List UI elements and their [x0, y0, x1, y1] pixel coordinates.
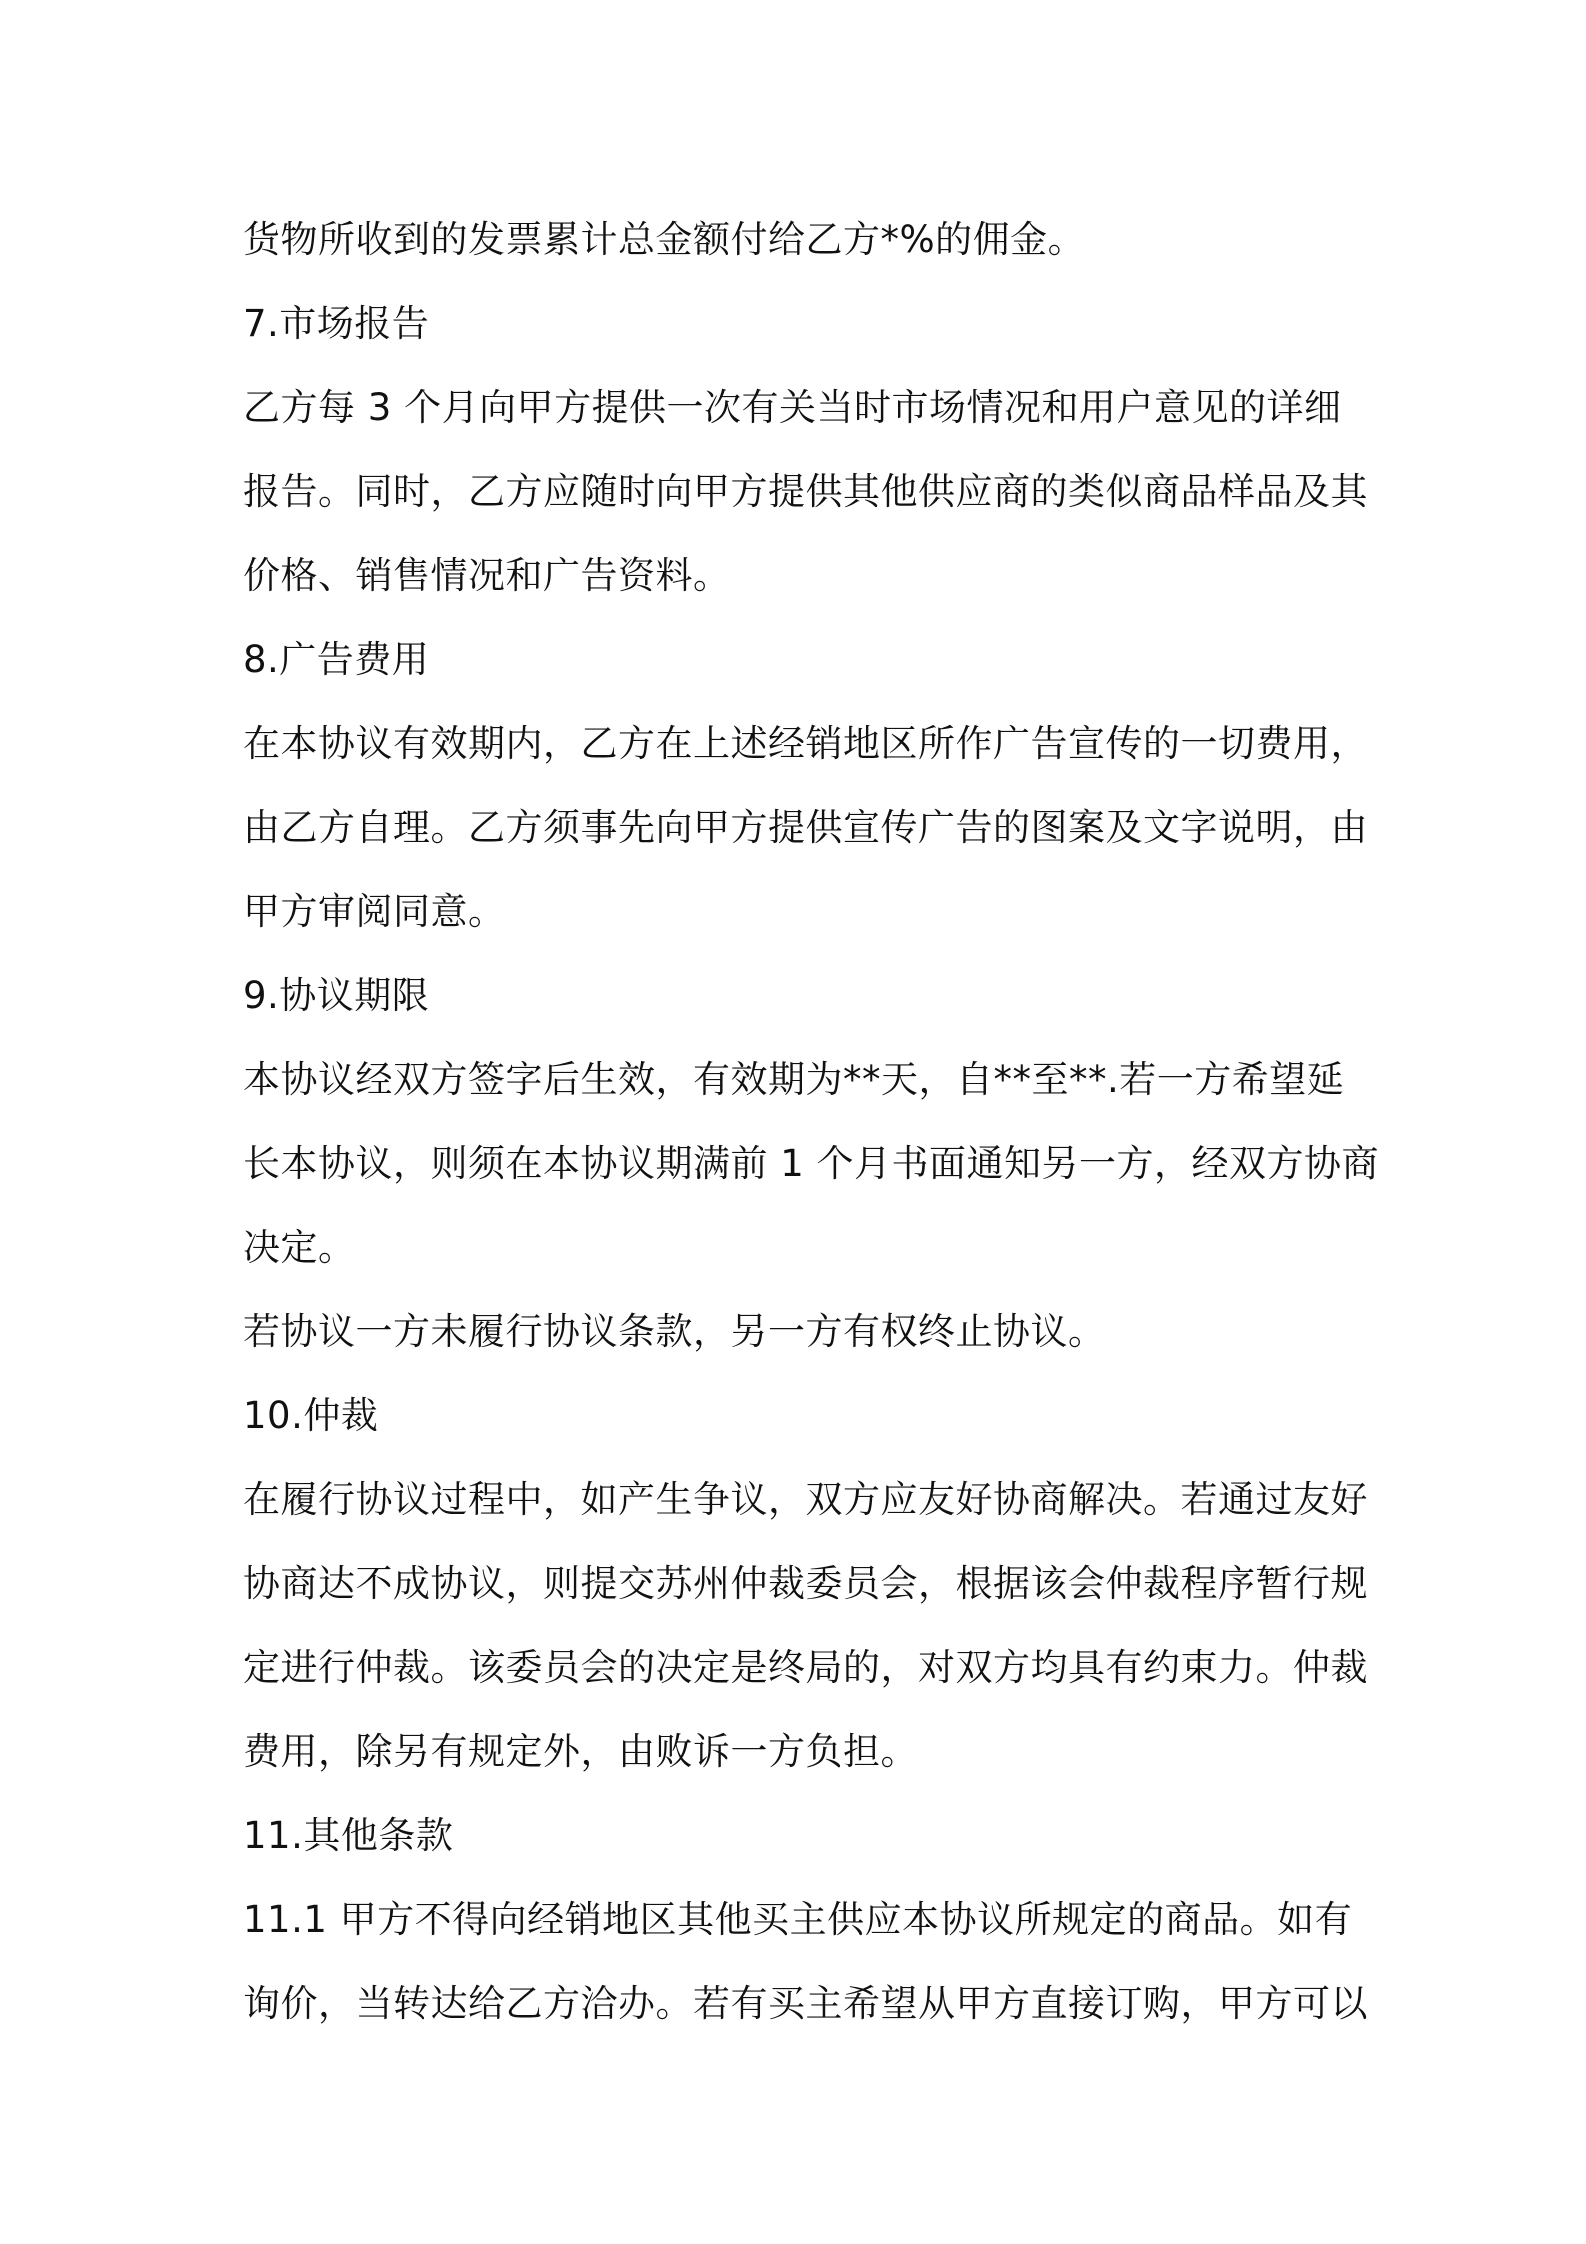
section-heading-agreement-term: 9.协议期限	[243, 974, 430, 1017]
section-heading-advertising-costs: 8.广告费用	[243, 638, 430, 681]
section-heading-other-terms: 11.其他条款	[243, 1814, 454, 1857]
document-line: 若协议一方未履行协议条款，另一方有权终止协议。	[243, 1310, 1106, 1353]
document-line: 11.1 甲方不得向经销地区其他买主供应本协议所规定的商品。如有	[243, 1898, 1353, 1941]
document-line: 本协议经双方签字后生效，有效期为**天，自**至**.若一方希望延	[243, 1058, 1345, 1101]
document-line: 定进行仲裁。该委员会的决定是终局的，对双方均具有约束力。仲裁	[243, 1646, 1368, 1689]
document-line: 甲方审阅同意。	[243, 890, 506, 933]
document-line: 价格、销售情况和广告资料。	[243, 554, 731, 597]
section-heading-arbitration: 10.仲裁	[243, 1394, 379, 1437]
document-line: 费用，除另有规定外，由败诉一方负担。	[243, 1730, 918, 1773]
document-line: 长本协议，则须在本协议期满前 1 个月书面通知另一方，经双方协商	[243, 1142, 1380, 1185]
document-line: 报告。同时，乙方应随时向甲方提供其他供应商的类似商品样品及其	[243, 470, 1368, 513]
document-line: 决定。	[243, 1226, 356, 1269]
document-line: 由乙方自理。乙方须事先向甲方提供宣传广告的图案及文字说明，由	[243, 806, 1368, 849]
document-line: 协商达不成协议，则提交苏州仲裁委员会，根据该会仲裁程序暂行规	[243, 1562, 1368, 1605]
document-page	[243, 198, 1380, 2046]
document-line: 在履行协议过程中，如产生争议，双方应友好协商解决。若通过友好	[243, 1478, 1368, 1521]
document-line: 乙方每 3 个月向甲方提供一次有关当时市场情况和用户意见的详细	[243, 386, 1342, 429]
section-heading-market-report: 7.市场报告	[243, 302, 430, 345]
document-line: 询价，当转达给乙方洽办。若有买主希望从甲方直接订购，甲方可以	[243, 1982, 1368, 2025]
document-line: 货物所收到的发票累计总金额付给乙方*%的佣金。	[243, 218, 1086, 261]
document-line: 在本协议有效期内，乙方在上述经销地区所作广告宣传的一切费用，	[243, 722, 1368, 765]
